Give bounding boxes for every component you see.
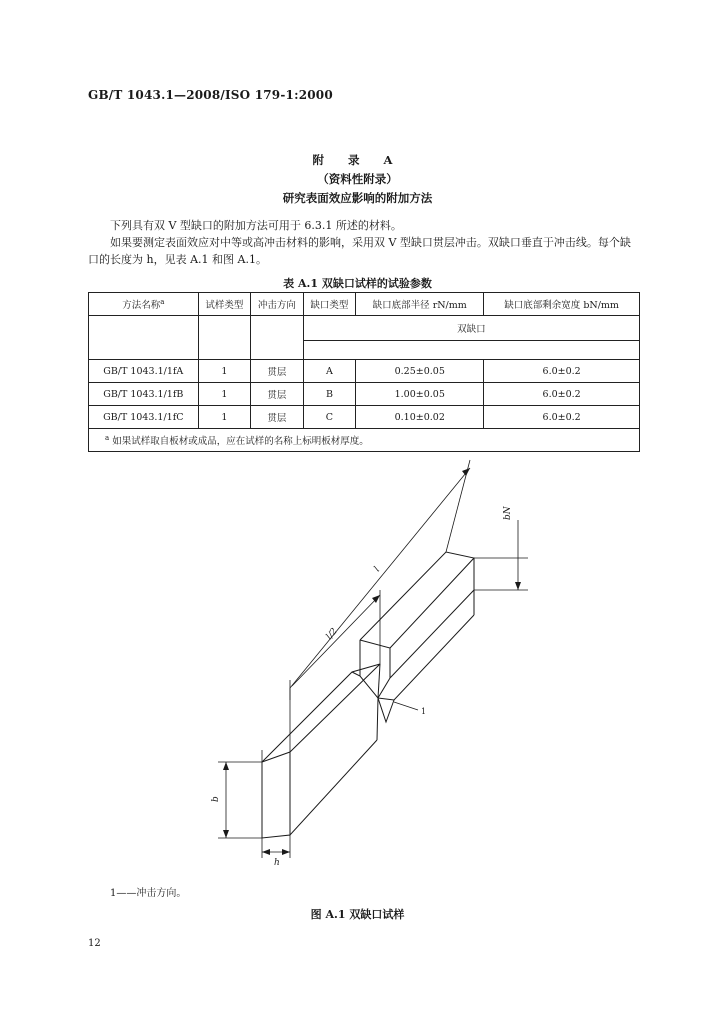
- cell-width: 6.0±0.2: [484, 406, 640, 429]
- paragraph-2: 如果要测定表面效应对中等或高冲击材料的影响，采用双 V 型缺口贯层冲击。双缺口垂直于冲击线。每个缺口的长度为 h，见表 A.1 和图 A.1。: [88, 236, 631, 266]
- annex-type: （资料性附录）: [317, 172, 398, 186]
- footnote-text: 如果试样取自板材或成品，应在试样的名称上标明板材厚度。: [112, 436, 369, 447]
- cell-width: 6.0±0.2: [484, 360, 640, 383]
- dim-h-label: h: [274, 858, 280, 868]
- cell-direction: 贯层: [251, 360, 304, 383]
- cell-method: GB/T 1043.1/1fB: [89, 383, 199, 406]
- cell-notch-type: B: [303, 383, 356, 406]
- header-method: 方法名称$^a$: [89, 293, 199, 316]
- cell-specimen-type: 1: [198, 360, 251, 383]
- double-notch-label: 双缺口: [303, 316, 639, 341]
- figure-caption: 图 A.1 双缺口试样: [310, 908, 405, 921]
- cell-direction: 贯层: [251, 406, 304, 429]
- cell-notch-type: C: [303, 406, 356, 429]
- table-row: [89, 406, 640, 429]
- header-notch-type: 缺口类型: [303, 293, 356, 316]
- footnote-marker: a: [105, 433, 110, 442]
- dim-half-l-label: l/2: [324, 626, 340, 642]
- paragraph-1: 下列具有双 V 型缺口的附加方法可用于 6.3.1 所述的材料。: [110, 219, 402, 232]
- double-notch-specimen-figure: [0, 440, 715, 880]
- figure-legend: 1——冲击方向。: [110, 888, 187, 899]
- cell-radius: 0.25±0.05: [356, 360, 484, 383]
- dim-bn-label: bN: [503, 506, 513, 520]
- cell-direction: 贯层: [251, 383, 304, 406]
- header-specimen-type: 试样类型: [198, 293, 251, 316]
- footnote-marker: a: [160, 297, 165, 306]
- blank-cell: [198, 316, 251, 360]
- table-caption: 表 A.1 双缺口试样的试验参数: [283, 277, 432, 290]
- callout-label: 1: [421, 707, 427, 716]
- cell-method: GB/T 1043.1/1fA: [89, 360, 199, 383]
- dim-l-label: l: [372, 565, 383, 574]
- specimen-end-face: [262, 752, 290, 838]
- blank-cell: [303, 341, 639, 360]
- page-number: 12: [88, 938, 101, 949]
- cell-radius: 0.10±0.02: [356, 406, 484, 429]
- cell-specimen-type: 1: [198, 383, 251, 406]
- cell-width: 6.0±0.2: [484, 383, 640, 406]
- table-row: [89, 360, 640, 383]
- header-direction: 冲击方向: [251, 293, 304, 316]
- blank-cell: [251, 316, 304, 360]
- cell-radius: 1.00±0.05: [356, 383, 484, 406]
- standard-code-header: GB/T 1043.1—2008/ISO 179-1:2000: [88, 88, 333, 102]
- header-remaining-width: 缺口底部剩余宽度 bN/mm: [484, 293, 640, 316]
- annex-label: 附 录 A: [312, 153, 403, 167]
- header-notch-radius: 缺口底部半径 rN/mm: [356, 293, 484, 316]
- dim-b-label: b: [211, 796, 221, 802]
- cell-method: GB/T 1043.1/1fC: [89, 406, 199, 429]
- annex-title: 研究表面效应影响的附加方法: [282, 191, 433, 205]
- blank-cell: [89, 316, 199, 360]
- parameters-table: [88, 292, 640, 452]
- table-row: [89, 383, 640, 406]
- cell-notch-type: A: [303, 360, 356, 383]
- cell-specimen-type: 1: [198, 406, 251, 429]
